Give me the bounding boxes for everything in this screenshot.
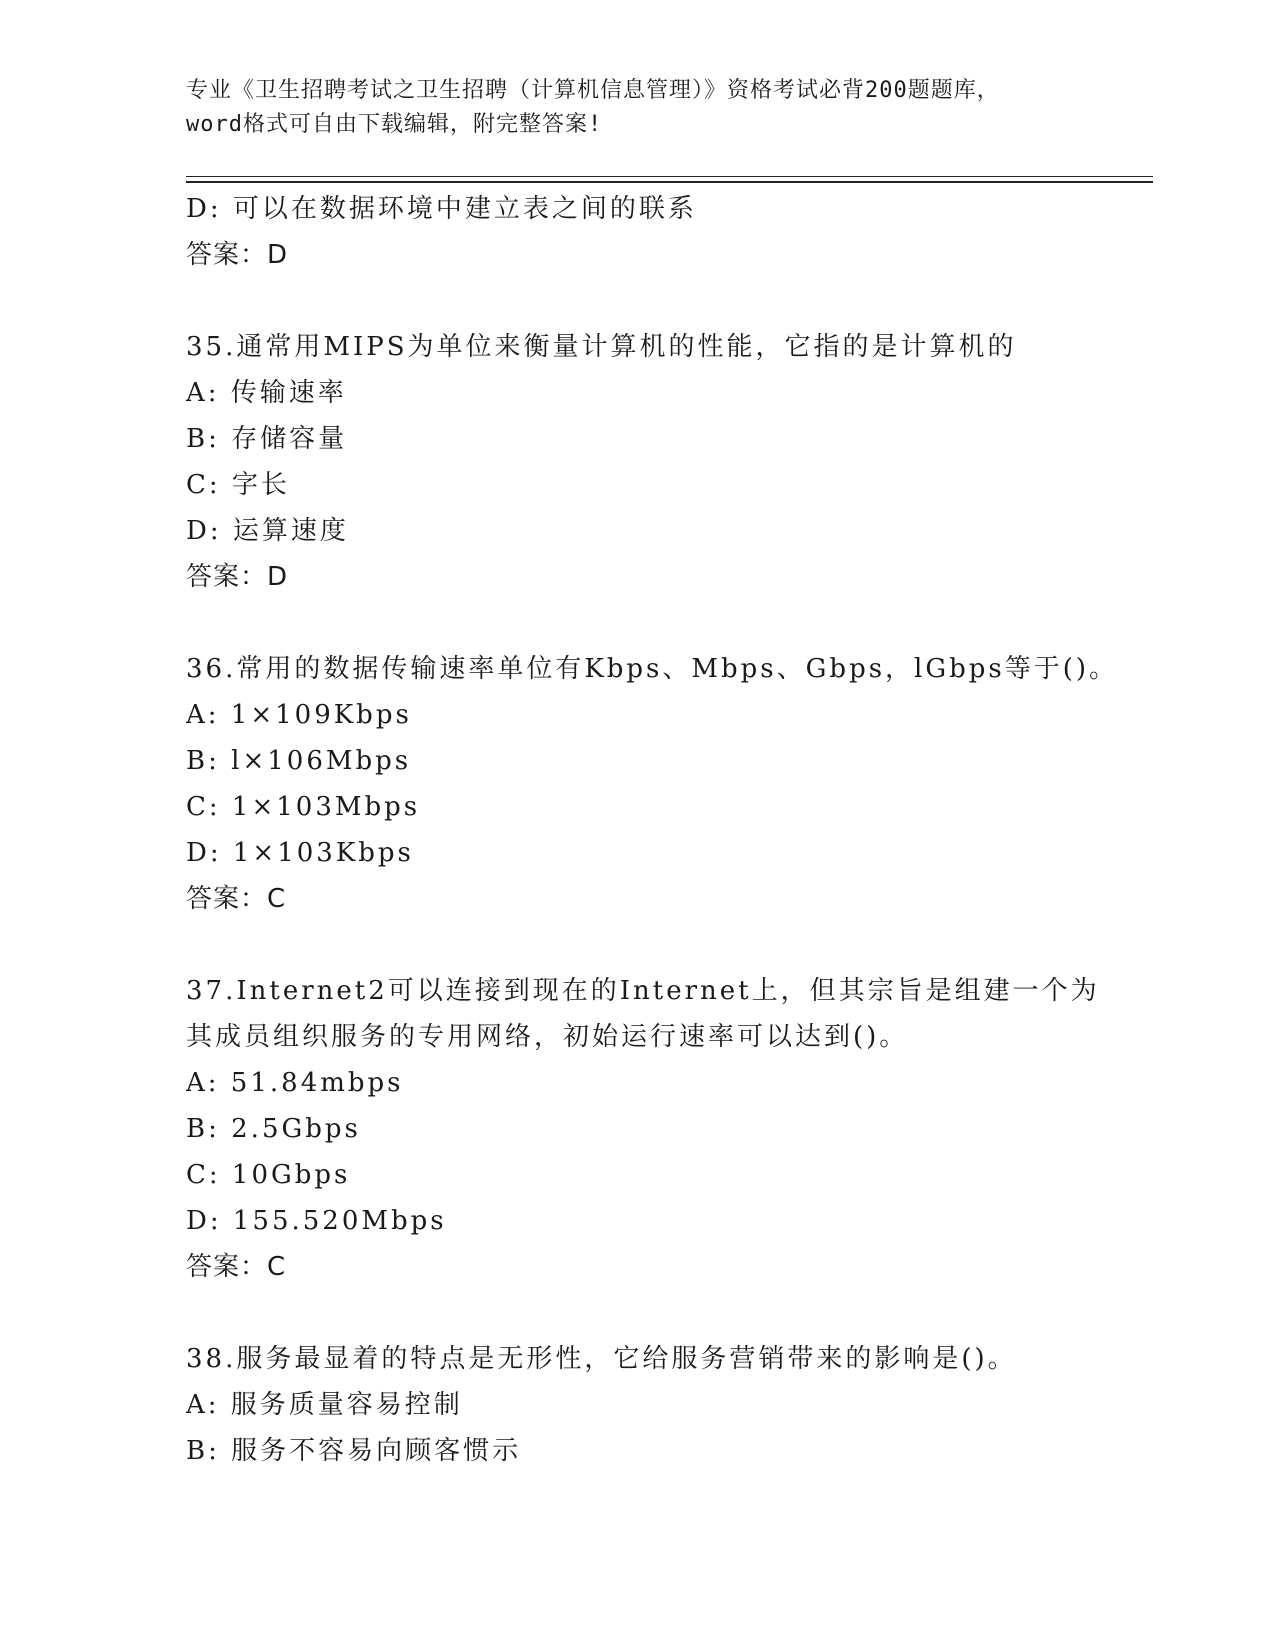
document-header bbox=[186, 74, 1086, 142]
answer: 答案：C bbox=[186, 884, 287, 914]
option-b: B: 2.5Gbps bbox=[186, 1114, 361, 1144]
header-line-1: 专业《卫生招聘考试之卫生招聘（计算机信息管理）》资格考试必背200题题库， bbox=[186, 78, 1000, 103]
question-35 bbox=[186, 324, 1153, 600]
option-d: D: 155.520Mbps bbox=[186, 1206, 447, 1236]
spacer bbox=[186, 922, 1153, 968]
question-stem-line-2: 其成员组织服务的专用网络，初始运行速率可以达到()。 bbox=[186, 1022, 909, 1052]
spacer bbox=[186, 278, 1153, 324]
spacer bbox=[186, 1290, 1153, 1336]
option-d: D: 运算速度 bbox=[186, 516, 349, 546]
question-37 bbox=[186, 968, 1153, 1290]
spacer bbox=[186, 600, 1153, 646]
option-a: A: 传输速率 bbox=[186, 378, 347, 408]
answer: 答案：D bbox=[186, 562, 289, 592]
option-c: C: 1×103Mbps bbox=[186, 792, 421, 822]
option-c: C: 10Gbps bbox=[186, 1160, 351, 1190]
option-a: A: 服务质量容易控制 bbox=[186, 1390, 463, 1420]
option-d: D: 1×103Kbps bbox=[186, 838, 414, 868]
header-divider-thick bbox=[186, 181, 1153, 183]
option-b: B: 服务不容易向顾客惯示 bbox=[186, 1436, 522, 1466]
header-line-2: word格式可自由下载编辑，附完整答案! bbox=[186, 112, 603, 137]
option-a: A: 51.84mbps bbox=[186, 1068, 404, 1098]
header-divider-thin bbox=[186, 176, 1153, 177]
option-b: B: l×106Mbps bbox=[186, 746, 412, 776]
previous-question-tail bbox=[186, 186, 1153, 278]
question-stem: 36.常用的数据传输速率单位有Kbps、Mbps、Gbps，lGbps等于()。 bbox=[186, 654, 1119, 684]
document-body bbox=[186, 186, 1153, 1474]
answer: 答案：D bbox=[186, 240, 289, 270]
option-b: B: 存储容量 bbox=[186, 424, 348, 454]
option-d: D: 可以在数据环境中建立表之间的联系 bbox=[186, 194, 697, 224]
option-c: C: 字长 bbox=[186, 470, 290, 500]
question-36 bbox=[186, 646, 1153, 922]
option-a: A: 1×109Kbps bbox=[186, 700, 412, 730]
question-38 bbox=[186, 1336, 1153, 1474]
question-stem: 35.通常用MIPS为单位来衡量计算机的性能，它指的是计算机的 bbox=[186, 332, 1017, 362]
question-stem: 38.服务最显着的特点是无形性，它给服务营销带来的影响是()。 bbox=[186, 1344, 1017, 1374]
answer: 答案：C bbox=[186, 1252, 287, 1282]
question-stem-line-1: 37.Internet2可以连接到现在的Internet上，但其宗旨是组建一个为 bbox=[186, 976, 1100, 1006]
